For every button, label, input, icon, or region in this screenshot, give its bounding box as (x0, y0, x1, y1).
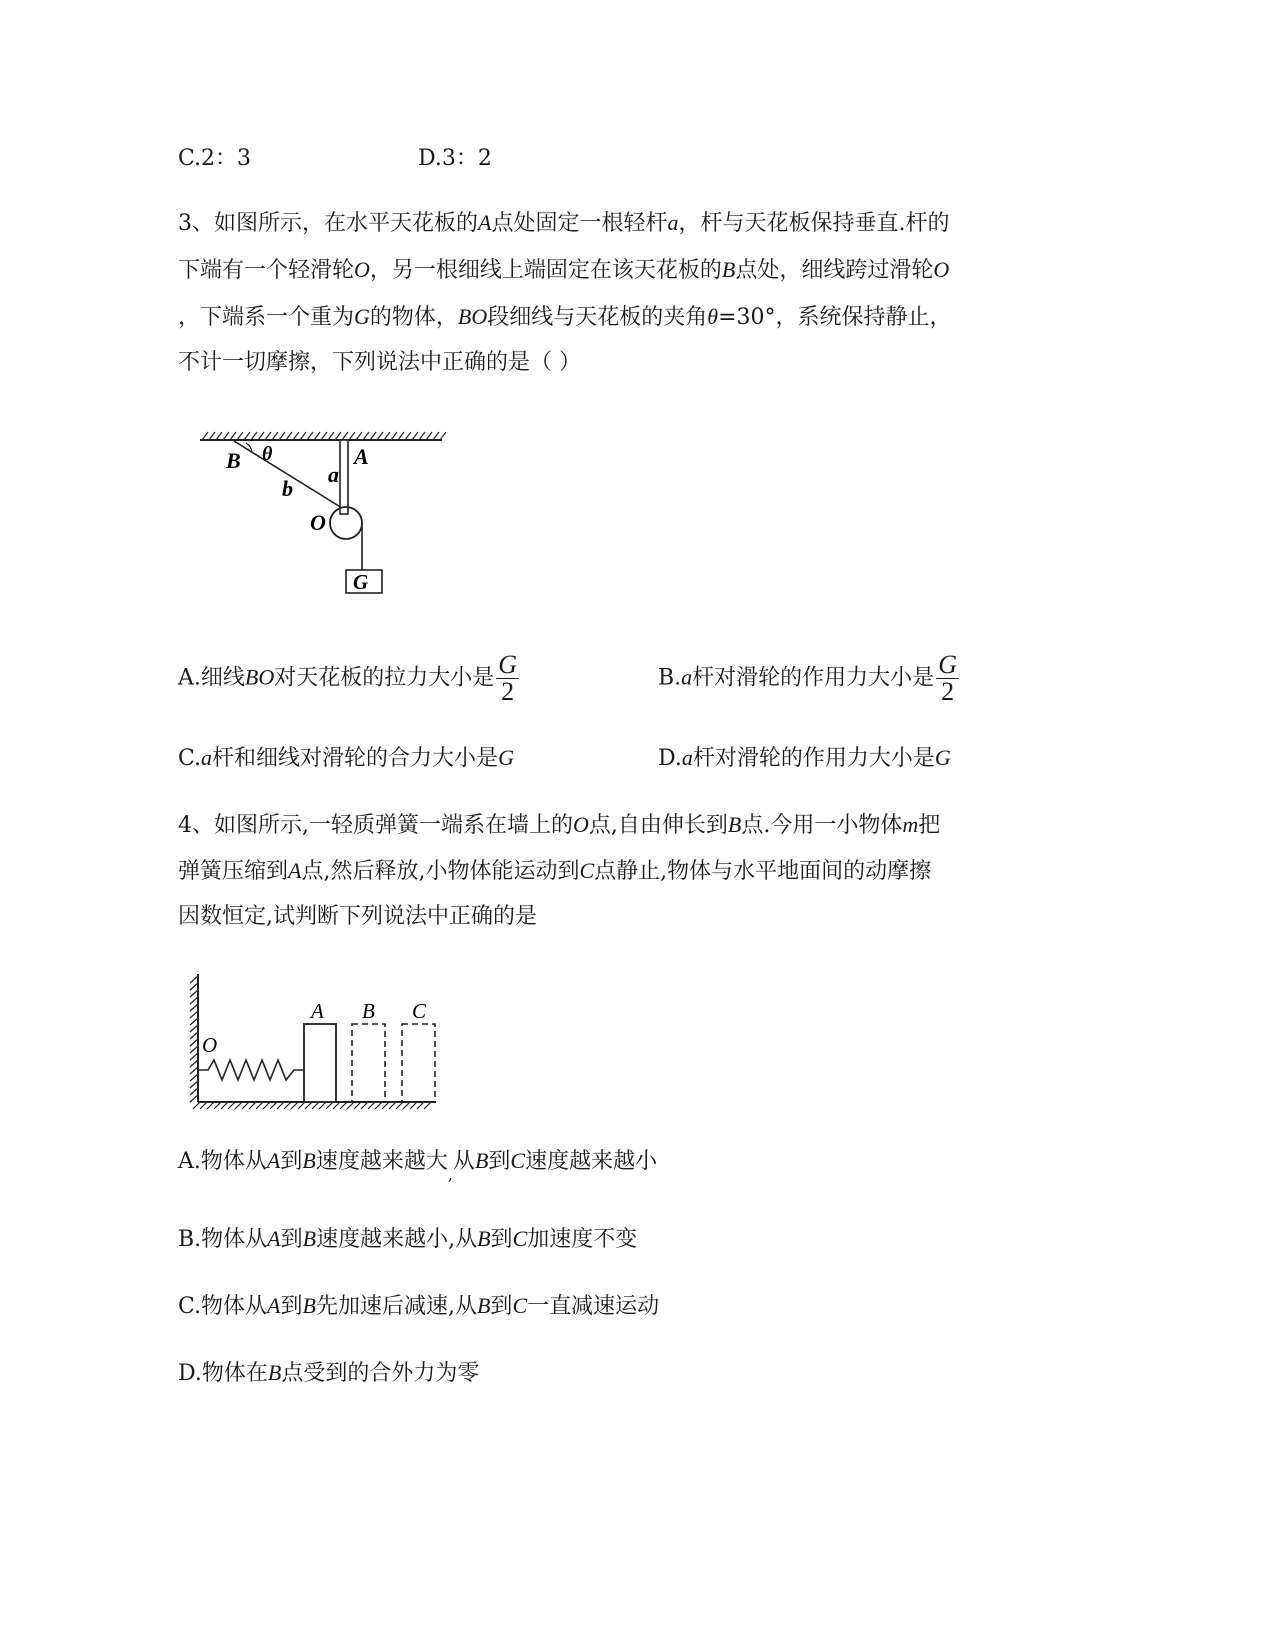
label-o: O (310, 510, 326, 535)
q4-line-1: 4、如图所示,一轻质弹簧一端系在墙上的O点,自由伸长到B点.今用一小物体m把 (178, 812, 941, 838)
q4-line-2: 弹簧压缩到A点,然后释放,小物体能运动到C点静止,物体与水平地面间的动摩擦 (178, 858, 932, 884)
ceiling-hatch (202, 432, 446, 440)
rod-a (340, 440, 348, 514)
wall-hatch (190, 976, 198, 1102)
label-b-string: b (282, 476, 293, 501)
spring-figure (180, 968, 450, 1113)
q3-option-d: D.a杆对滑轮的作用力大小是G (658, 745, 951, 771)
label-a-point: A (354, 444, 369, 469)
block-b-dashed (352, 1024, 385, 1102)
q3-option-a: A.细线BO对天花板的拉力大小是 $\frac{G}{2}$ (178, 650, 518, 706)
block-a (304, 1024, 336, 1102)
q3-option-b: B.a杆对滑轮的作用力大小是 $\frac{G}{2}$ (658, 650, 957, 706)
q4-option-d: D.物体在B点受到的合外力为零 (178, 1360, 480, 1386)
q3-line-1: 3、如图所示，在水平天花板的A点处固定一根轻杆a，杆与天花板保持垂直.杆的 (178, 210, 950, 236)
q3-option-c: C.a杆和细线对滑轮的合力大小是G (178, 745, 514, 771)
label-b: B (226, 448, 241, 473)
option-c-prev: C.2：3 (178, 146, 252, 171)
q3-line-3: ，下端系一个重为G的物体，BO段细线与天花板的夹角θ=30°，系统保持静止， (178, 304, 952, 330)
floor-hatch (193, 1102, 431, 1109)
pulley-figure (190, 428, 460, 600)
label-g: G (353, 570, 369, 594)
label-b: B (362, 999, 375, 1023)
q4-line-3: 因数恒定,试判断下列说法中正确的是 (178, 904, 537, 929)
q4-option-b: B.物体从A到B速度越来越小,从B到C加速度不变 (178, 1226, 638, 1252)
fraction-g-over-2: $\frac{G}{2}$ (498, 650, 518, 706)
block-c-dashed (402, 1024, 435, 1102)
label-a-rod: a (328, 462, 339, 487)
q4-option-a: A.物体从A到B速度越来越大$_,$从B到C速度越来越小 (178, 1148, 658, 1184)
q3-line-2: 下端有一个轻滑轮O，另一根细线上端固定在该天花板的B点处，细线跨过滑轮O (178, 257, 950, 283)
label-o: O (202, 1033, 218, 1057)
option-d-prev: D.3：2 (418, 146, 492, 171)
fraction-g-over-2: $\frac{G}{2}$ (938, 650, 957, 706)
q4-option-c: C.物体从A到B先加速后减速,从B到C一直减速运动 (178, 1293, 660, 1319)
spring (198, 1060, 304, 1080)
label-a: A (311, 999, 324, 1023)
label-theta: θ (262, 443, 273, 465)
label-c: C (412, 999, 427, 1023)
q3-line-4: 不计一切摩擦，下列说法中正确的是（ ） (178, 350, 581, 375)
